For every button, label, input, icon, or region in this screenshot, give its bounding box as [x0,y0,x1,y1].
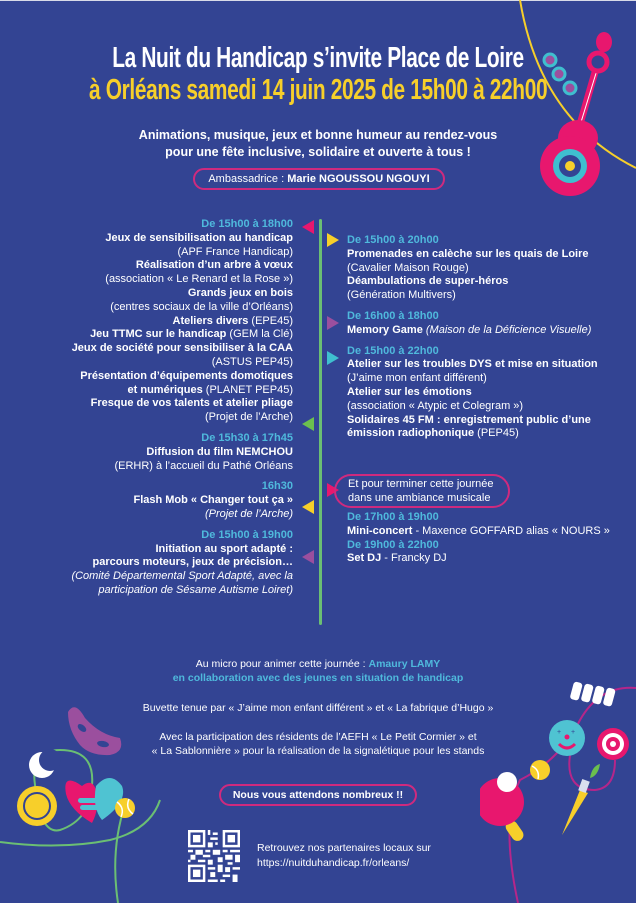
tennis-ball-icon [530,760,550,780]
activity-title: Memory Game [347,323,423,336]
activity-org: (PEP45) [474,427,519,440]
qr-code-icon[interactable] [188,830,240,882]
activity-line [13,315,293,329]
activity-title: Solidaires 45 FM : enregistrement public d’une [347,413,591,426]
finale-intro-line-1: Et pour terminer cette journée [348,478,494,490]
svg-text:+: + [571,729,576,736]
buvette-info: Buvette tenue par « J’aime mon enfant différent » et « La fabrique d’Hugo » [142,702,494,714]
activity-org: (Génération Multivers) [347,289,456,302]
activity-title: Jeux de société pour sensibiliser à la CAA [71,342,293,355]
subtitle-line-2: pour une fête inclusive, solidaire et ouverte à tous ! [165,145,471,159]
activity-org-cont: participation de Sésame Autisme Loiret) [98,583,293,596]
activity-title: Grands jeux en bois [187,286,293,299]
page-title: La Nuit du Handicap s’invite Place de Loire [112,42,524,74]
closing-badge: Nous vous attendons nombreux !! [219,784,417,806]
marker-purple-left [302,550,314,564]
finale-intro-line-2: dans une ambiance musicale [348,491,491,504]
participation-line-1: Avec la participation des résidents de l’AEFH « Le Petit Cormier » et [159,731,477,743]
mc-collaboration: en collaboration avec des jeunes en situation de handicap [172,672,464,684]
activity-title: Jeux de sensibilisation au handicap [105,231,293,244]
event-subtitle [0,127,636,161]
activity-detail: - Maxence GOFFARD alias « NOURS » [412,524,610,537]
activity-line [347,427,627,441]
subtitle-line-1: Animations, musique, jeux et bonne humeur au rendez-vous [138,128,498,142]
ambassador-label: Ambassadrice : [208,173,288,185]
time-slot: De 15h00 à 20h00 [347,234,439,246]
time-slot: De 15h00 à 19h00 [201,528,293,541]
activity-org: (ERHR) à l’accueil du Pathé Orléans [114,459,293,472]
activity-org: (GEM la Clé) [226,328,293,341]
paintbrush-icon [562,764,600,835]
target-icon [597,728,629,760]
partners-label: Retrouvez nos partenaires locaux sur [257,842,431,854]
activity-org: (centres sociaux de la ville d’Orléans) [110,300,293,313]
bottom-right-decoration [480,670,636,903]
activity-org: (Maison de la Déficience Visuelle) [422,323,592,336]
activity-title: Mini-concert [347,524,413,537]
activity-title: Déambulations de super-héros [347,275,509,288]
activity-title: Initiation au sport adapté : [155,542,293,555]
finale-intro-bubble [334,474,510,508]
activity-title: Set DJ [347,552,382,565]
tennis-ball-icon [115,798,135,818]
mc-line [0,657,636,671]
activity-line [13,446,293,460]
time-slot: De 15h00 à 22h00 [347,344,439,357]
activity-line [13,328,293,342]
time-slot: De 15h00 à 18h00 [201,218,293,230]
time-slot: De 19h00 à 22h00 [347,538,439,551]
marker-cyan-right [327,351,339,365]
activity-title: Ateliers divers [172,314,249,327]
partners-info [257,841,431,871]
time-slot: 16h30 [261,480,293,493]
activity-org: (association « Atypic et Colegram ») [347,399,524,412]
activity-line [13,384,293,398]
time-slot: De 15h30 à 17h45 [201,431,293,444]
marker-yellow-left [302,500,314,514]
moon-icon [29,749,61,778]
left-timeline [13,218,293,598]
ambassador-name: Marie NGOUSSOU NGOUYI [287,173,430,185]
activity-line [347,525,627,539]
marker-green-left [302,417,314,431]
activity-title-cont: parcours moteurs, jeux de précision… [92,556,293,569]
activity-line [347,324,627,338]
activity-org: (ASTUS PEP45) [211,355,293,368]
right-timeline [347,234,627,441]
mc-label: Au micro pour animer cette journée : [195,658,369,670]
sun-icon [17,786,57,826]
activity-title-emph: DYS [469,358,492,371]
ambassador-badge [193,168,445,190]
activity-title: Fresque de vos talents et atelier pliage [90,397,293,410]
activity-org: (association « Le Renard et la Rose ») [105,273,293,286]
activity-title: Jeu TTMC sur le handicap [90,328,227,341]
activity-title: Flash Mob « Changer tout ça » [133,494,293,507]
activity-line [347,358,627,372]
participation-line-2: « La Sablonnière » pour la réalisation de la signalétique pour les stands [151,745,485,757]
activity-title: Atelier sur les émotions [347,385,472,398]
event-date-title: à Orléans samedi 14 juin 2025 de 15h00 à 22h00 [89,74,548,106]
activity-title: Présentation d’équipements domotiques [80,369,293,382]
mc-name: Amaury LAMY [368,658,441,670]
activity-org: (APF France Handicap) [177,245,293,258]
activity-title: NEMCHOU [236,445,293,458]
marker-purple-right [327,316,339,330]
timeline-line [319,219,322,625]
activity-org: (Projet de l’Arche) [204,411,293,424]
activity-org: (EPE45) [248,314,293,327]
svg-text:+: + [557,729,562,736]
finale-events [347,511,627,566]
activity-org: (Comité Départemental Sport Adapté, avec la [71,570,293,583]
activity-title-pre: Diffusion du film [146,445,237,458]
activity-title-cont: et numériques [127,383,203,396]
heart-handshake-icon [65,778,123,823]
marker-pink-left [302,220,314,234]
time-slot: De 17h00 à 19h00 [347,511,439,523]
activity-title: Promenades en calèche sur les quais de Loire [347,247,589,260]
activity-title: Réalisation d’un arbre à vœux [135,259,293,272]
activity-org: (Cavalier Maison Rouge) [347,261,469,274]
activity-title-end: et mise en situation [491,358,598,371]
activity-org: (J’aime mon enfant différent) [347,372,487,385]
clown-face-icon [549,720,585,756]
mask-icon [68,707,121,755]
activity-org: (PLANET PEP45) [202,383,293,396]
activity-org: (Projet de l’Arche) [204,507,293,520]
partners-link[interactable]: https://nuitduhandicap.fr/orleans/ [257,857,410,869]
activity-detail: - Francky DJ [381,552,447,565]
bottom-left-decoration [0,690,170,903]
activity-line [347,552,627,566]
time-slot: De 16h00 à 18h00 [347,309,439,322]
marker-yellow-right [327,233,339,247]
activity-title: Atelier sur les troubles [347,358,470,371]
activity-title-cont: émission radiophonique [347,427,475,440]
